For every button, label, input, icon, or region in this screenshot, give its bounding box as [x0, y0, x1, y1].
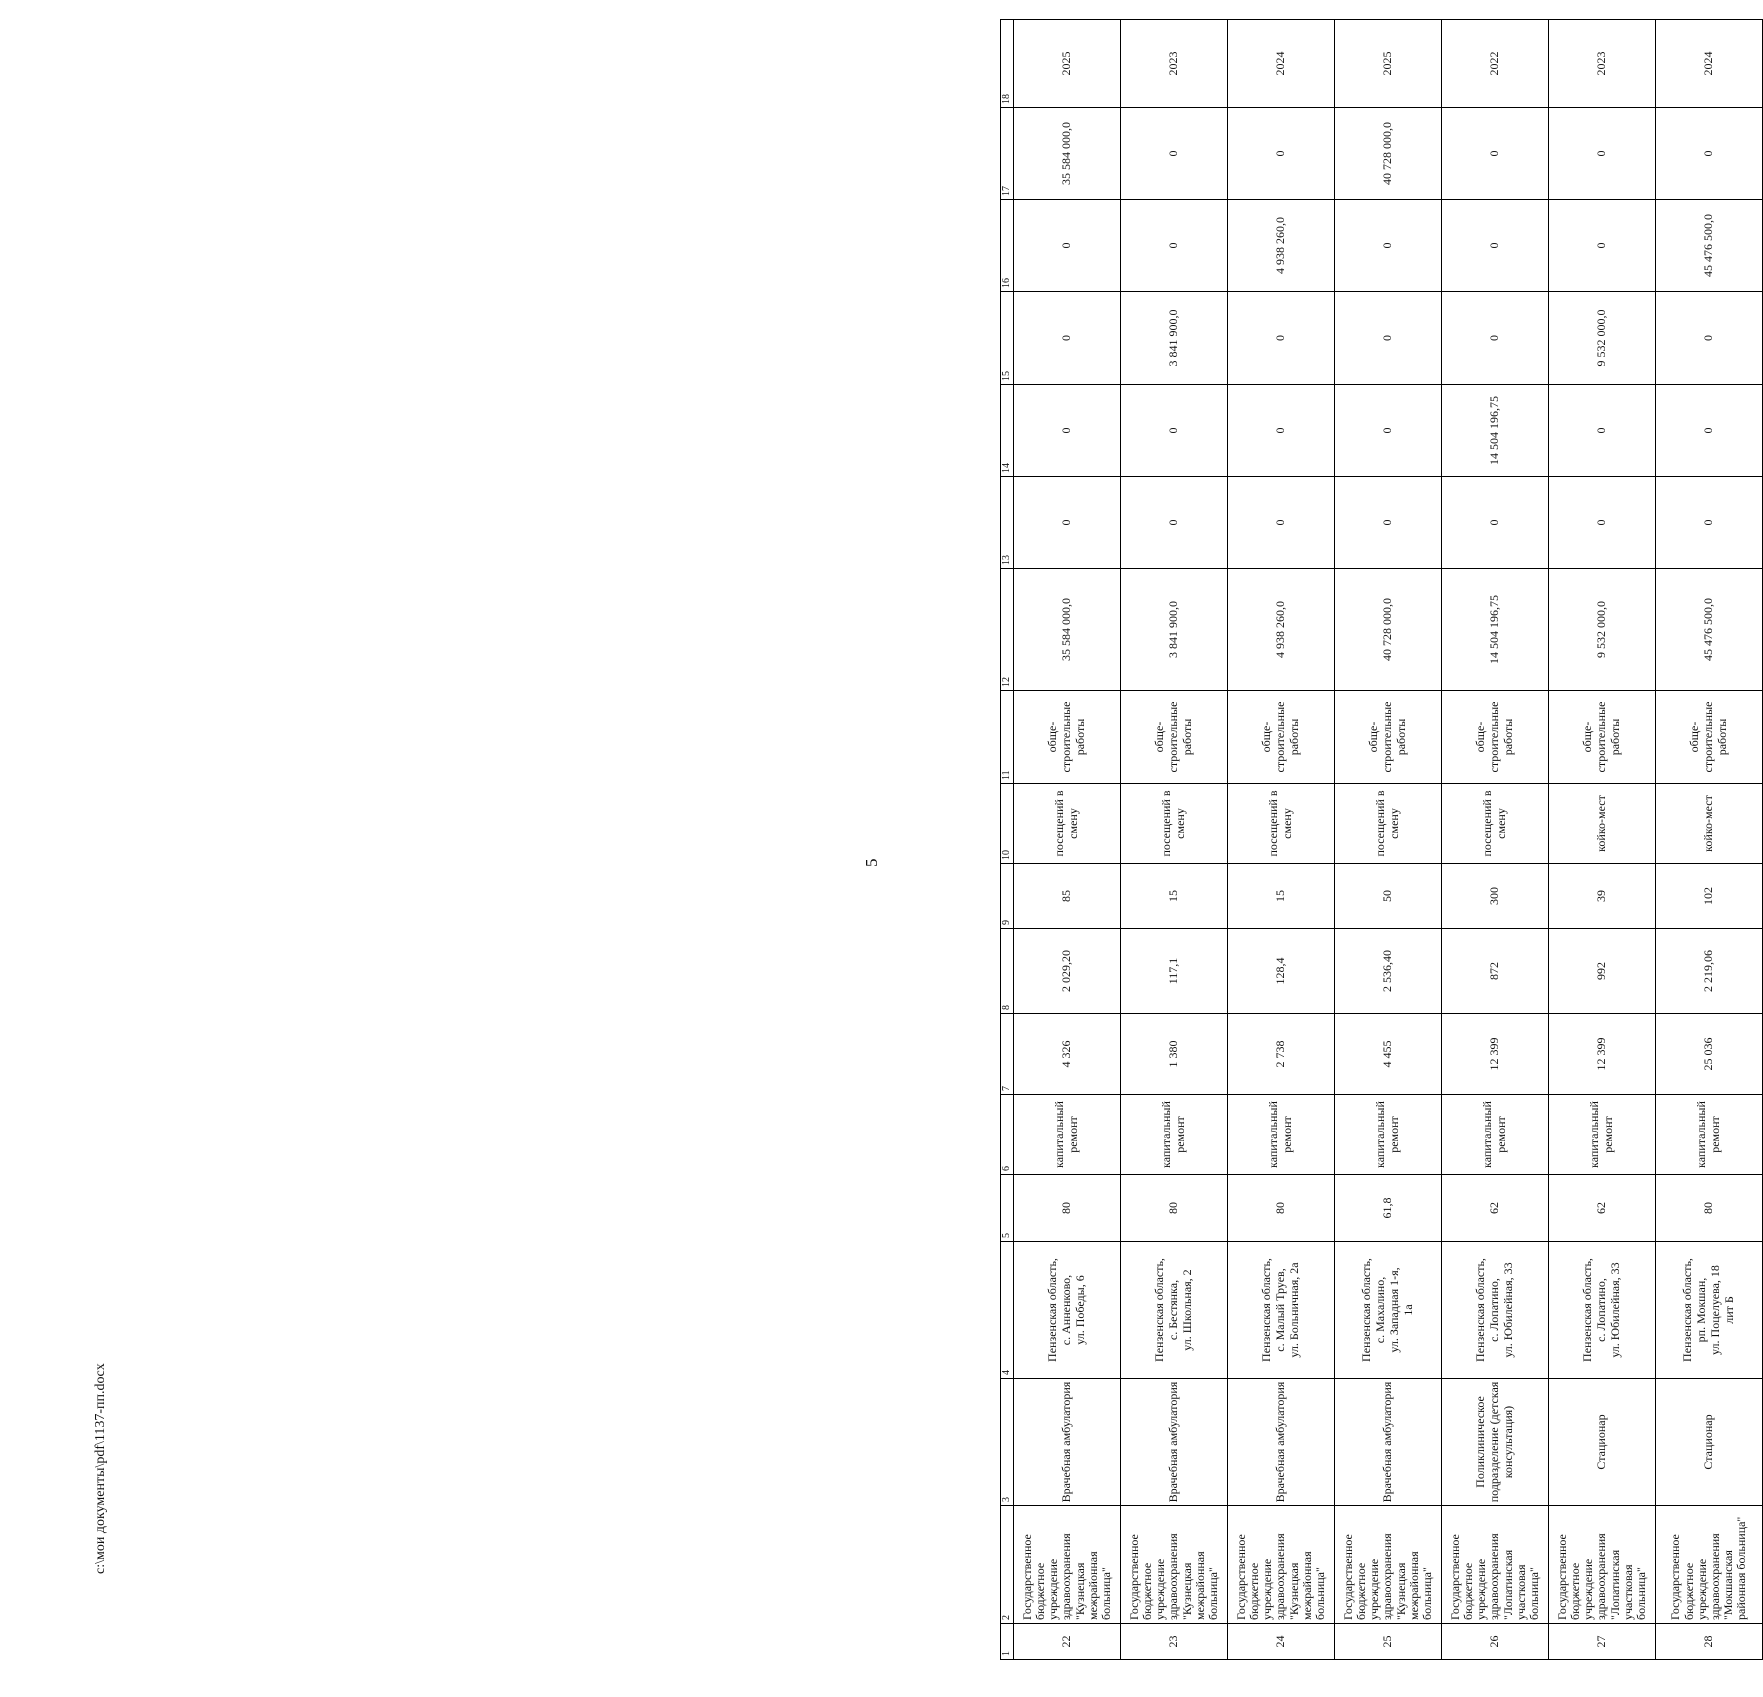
- cost-col-17: 0: [1121, 108, 1228, 200]
- column-number-11: 11: [1001, 691, 1014, 784]
- facility-address: Пензенская область, с. Махалино, ул. Западная 1-я, 1а: [1335, 1242, 1442, 1379]
- facility-address: Пензенская область, с. Бестянка, ул. Школьная, 2: [1121, 1242, 1228, 1379]
- total-cost: 35 584 000,0: [1014, 569, 1121, 691]
- total-area: 1 380: [1121, 1014, 1228, 1095]
- column-number-6: 6: [1001, 1095, 1014, 1175]
- column-number-8: 8: [1001, 929, 1014, 1014]
- column-number-row: [1001, 20, 1014, 1660]
- cost-col-17: 0: [1228, 108, 1335, 200]
- facility-address: Пензенская область, рп. Мокшан, ул. Поцелуева, 18 лит Б: [1656, 1242, 1763, 1379]
- cost-col-14: 0: [1335, 385, 1442, 477]
- completion-year: 2024: [1656, 20, 1763, 108]
- total-area: 25 036: [1656, 1014, 1763, 1095]
- table-row: [1335, 20, 1442, 1660]
- completion-year: 2024: [1228, 20, 1335, 108]
- capacity: 15: [1121, 864, 1228, 929]
- facility-type: Врачебная амбулатория: [1335, 1379, 1442, 1506]
- cost-col-17: 40 728 000,0: [1335, 108, 1442, 200]
- completion-year: 2025: [1014, 20, 1121, 108]
- work-type: капитальный ремонт: [1228, 1095, 1335, 1175]
- institution-name: Государственное бюджетное учреждение здравоохранения "Кузнецкая межрайонная больница": [1335, 1506, 1442, 1624]
- column-number-3: 3: [1001, 1379, 1014, 1506]
- row-number: 24: [1228, 1624, 1335, 1660]
- work-type: капитальный ремонт: [1121, 1095, 1228, 1175]
- column-number-4: 4: [1001, 1242, 1014, 1379]
- facility-type: Поликлиническое подразделение (детская консультация): [1442, 1379, 1549, 1506]
- cost-col-16: 45 476 500,0: [1656, 200, 1763, 292]
- institution-name: Государственное бюджетное учреждение здравоохранения "Мокшанская районная больница": [1656, 1506, 1763, 1624]
- footer-file-path: c:\мои документы\pdf\1137-пп.docx: [93, 1363, 108, 1574]
- capacity: 15: [1228, 864, 1335, 929]
- total-cost: 14 504 196,75: [1442, 569, 1549, 691]
- cost-col-14: 0: [1549, 385, 1656, 477]
- row-number: 28: [1656, 1624, 1763, 1660]
- works-description: обще-строительные работы: [1121, 691, 1228, 784]
- capacity: 50: [1335, 864, 1442, 929]
- cost-col-17: 35 584 000,0: [1014, 108, 1121, 200]
- column-number-10: 10: [1001, 784, 1014, 864]
- capacity-unit: посещений в смену: [1228, 784, 1335, 864]
- wear-percent: 80: [1228, 1175, 1335, 1242]
- cost-col-16: 0: [1014, 200, 1121, 292]
- work-type: капитальный ремонт: [1335, 1095, 1442, 1175]
- repair-area: 2 219,06: [1656, 929, 1763, 1014]
- institution-name: Государственное бюджетное учреждение здравоохранения "Лопатинская участковая больница": [1442, 1506, 1549, 1624]
- cost-col-16: 0: [1549, 200, 1656, 292]
- cost-col-13: 0: [1549, 477, 1656, 569]
- capacity-unit: посещений в смену: [1014, 784, 1121, 864]
- repair-area: 2 029,20: [1014, 929, 1121, 1014]
- wear-percent: 62: [1549, 1175, 1656, 1242]
- row-number: 26: [1442, 1624, 1549, 1660]
- cost-col-16: 4 938 260,0: [1228, 200, 1335, 292]
- works-description: обще-строительные работы: [1014, 691, 1121, 784]
- column-number-15: 15: [1001, 292, 1014, 385]
- cost-col-15: 9 532 000,0: [1549, 292, 1656, 385]
- column-number-1: 1: [1001, 1624, 1014, 1660]
- column-number-14: 14: [1001, 385, 1014, 477]
- completion-year: 2023: [1121, 20, 1228, 108]
- institution-name: Государственное бюджетное учреждение здравоохранения "Кузнецкая межрайонная больница": [1228, 1506, 1335, 1624]
- facility-type: Стационар: [1656, 1379, 1763, 1506]
- capacity-unit: посещений в смену: [1121, 784, 1228, 864]
- completion-year: 2022: [1442, 20, 1549, 108]
- table-row: [1121, 20, 1228, 1660]
- wear-percent: 62: [1442, 1175, 1549, 1242]
- capacity: 85: [1014, 864, 1121, 929]
- cost-col-17: 0: [1656, 108, 1763, 200]
- institution-name: Государственное бюджетное учреждение здравоохранения "Кузнецкая межрайонная больница": [1014, 1506, 1121, 1624]
- table-row: [1228, 20, 1335, 1660]
- row-number: 27: [1549, 1624, 1656, 1660]
- total-area: 4 326: [1014, 1014, 1121, 1095]
- capacity-unit: посещений в смену: [1335, 784, 1442, 864]
- institution-name: Государственное бюджетное учреждение здравоохранения "Кузнецкая межрайонная больница": [1121, 1506, 1228, 1624]
- repair-area: 872: [1442, 929, 1549, 1014]
- cost-col-15: 0: [1656, 292, 1763, 385]
- facility-type: Врачебная амбулатория: [1228, 1379, 1335, 1506]
- completion-year: 2023: [1549, 20, 1656, 108]
- cost-col-15: 0: [1014, 292, 1121, 385]
- facility-address: Пензенская область, с. Лопатино, ул. Юбилейная, 33: [1549, 1242, 1656, 1379]
- repair-area: 117,1: [1121, 929, 1228, 1014]
- cost-col-16: 0: [1121, 200, 1228, 292]
- table-row: [1656, 20, 1763, 1660]
- wear-percent: 80: [1121, 1175, 1228, 1242]
- total-cost: 45 476 500,0: [1656, 569, 1763, 691]
- cost-col-13: 0: [1656, 477, 1763, 569]
- cost-col-13: 0: [1335, 477, 1442, 569]
- works-description: обще-строительные работы: [1656, 691, 1763, 784]
- capacity: 39: [1549, 864, 1656, 929]
- cost-col-13: 0: [1442, 477, 1549, 569]
- cost-col-14: 0: [1656, 385, 1763, 477]
- row-number: 25: [1335, 1624, 1442, 1660]
- cost-col-17: 0: [1442, 108, 1549, 200]
- construction-repair-table: [1000, 19, 1763, 1660]
- cost-col-16: 0: [1335, 200, 1442, 292]
- facility-address: Пензенская область, с. Малый Труев, ул. Больничная, 2а: [1228, 1242, 1335, 1379]
- cost-col-15: 3 841 900,0: [1121, 292, 1228, 385]
- total-area: 4 455: [1335, 1014, 1442, 1095]
- cost-col-13: 0: [1228, 477, 1335, 569]
- capacity: 300: [1442, 864, 1549, 929]
- total-cost: 4 938 260,0: [1228, 569, 1335, 691]
- facility-address: Пензенская область, с. Анненково, ул. Победы, 6: [1014, 1242, 1121, 1379]
- wear-percent: 80: [1656, 1175, 1763, 1242]
- cost-col-14: 0: [1228, 385, 1335, 477]
- table-row: [1442, 20, 1549, 1660]
- wear-percent: 61,8: [1335, 1175, 1442, 1242]
- table-row: [1549, 20, 1656, 1660]
- column-number-12: 12: [1001, 569, 1014, 691]
- total-cost: 9 532 000,0: [1549, 569, 1656, 691]
- completion-year: 2025: [1335, 20, 1442, 108]
- total-cost: 40 728 000,0: [1335, 569, 1442, 691]
- capacity: 102: [1656, 864, 1763, 929]
- column-number-13: 13: [1001, 477, 1014, 569]
- column-number-7: 7: [1001, 1014, 1014, 1095]
- works-description: обще-строительные работы: [1549, 691, 1656, 784]
- repair-area: 128,4: [1228, 929, 1335, 1014]
- column-number-2: 2: [1001, 1506, 1014, 1624]
- cost-col-14: 0: [1014, 385, 1121, 477]
- column-number-17: 17: [1001, 108, 1014, 200]
- cost-col-15: 0: [1442, 292, 1549, 385]
- cost-col-15: 0: [1335, 292, 1442, 385]
- cost-col-17: 0: [1549, 108, 1656, 200]
- column-number-16: 16: [1001, 200, 1014, 292]
- facility-address: Пензенская область, с. Лопатино, ул. Юбилейная, 33: [1442, 1242, 1549, 1379]
- works-description: обще-строительные работы: [1228, 691, 1335, 784]
- cost-col-14: 0: [1121, 385, 1228, 477]
- work-type: капитальный ремонт: [1656, 1095, 1763, 1175]
- column-number-18: 18: [1001, 20, 1014, 108]
- table-row: [1014, 20, 1121, 1660]
- total-area: 12 399: [1442, 1014, 1549, 1095]
- total-area: 2 738: [1228, 1014, 1335, 1095]
- page-number: 5: [862, 858, 881, 867]
- row-number: 23: [1121, 1624, 1228, 1660]
- total-cost: 3 841 900,0: [1121, 569, 1228, 691]
- row-number: 22: [1014, 1624, 1121, 1660]
- works-description: обще-строительные работы: [1335, 691, 1442, 784]
- work-type: капитальный ремонт: [1549, 1095, 1656, 1175]
- repair-area: 2 536,40: [1335, 929, 1442, 1014]
- total-area: 12 399: [1549, 1014, 1656, 1095]
- cost-col-15: 0: [1228, 292, 1335, 385]
- column-number-9: 9: [1001, 864, 1014, 929]
- work-type: капитальный ремонт: [1014, 1095, 1121, 1175]
- repair-area: 992: [1549, 929, 1656, 1014]
- capacity-unit: койко-мест: [1656, 784, 1763, 864]
- facility-type: Врачебная амбулатория: [1121, 1379, 1228, 1506]
- capacity-unit: койко-мест: [1549, 784, 1656, 864]
- wear-percent: 80: [1014, 1175, 1121, 1242]
- cost-col-16: 0: [1442, 200, 1549, 292]
- facility-type: Врачебная амбулатория: [1014, 1379, 1121, 1506]
- institution-name: Государственное бюджетное учреждение здравоохранения "Лопатинская участковая больница": [1549, 1506, 1656, 1624]
- column-number-5: 5: [1001, 1175, 1014, 1242]
- works-description: обще-строительные работы: [1442, 691, 1549, 784]
- cost-col-13: 0: [1121, 477, 1228, 569]
- work-type: капитальный ремонт: [1442, 1095, 1549, 1175]
- cost-col-13: 0: [1014, 477, 1121, 569]
- cost-col-14: 14 504 196,75: [1442, 385, 1549, 477]
- capacity-unit: посещений в смену: [1442, 784, 1549, 864]
- facility-type: Стационар: [1549, 1379, 1656, 1506]
